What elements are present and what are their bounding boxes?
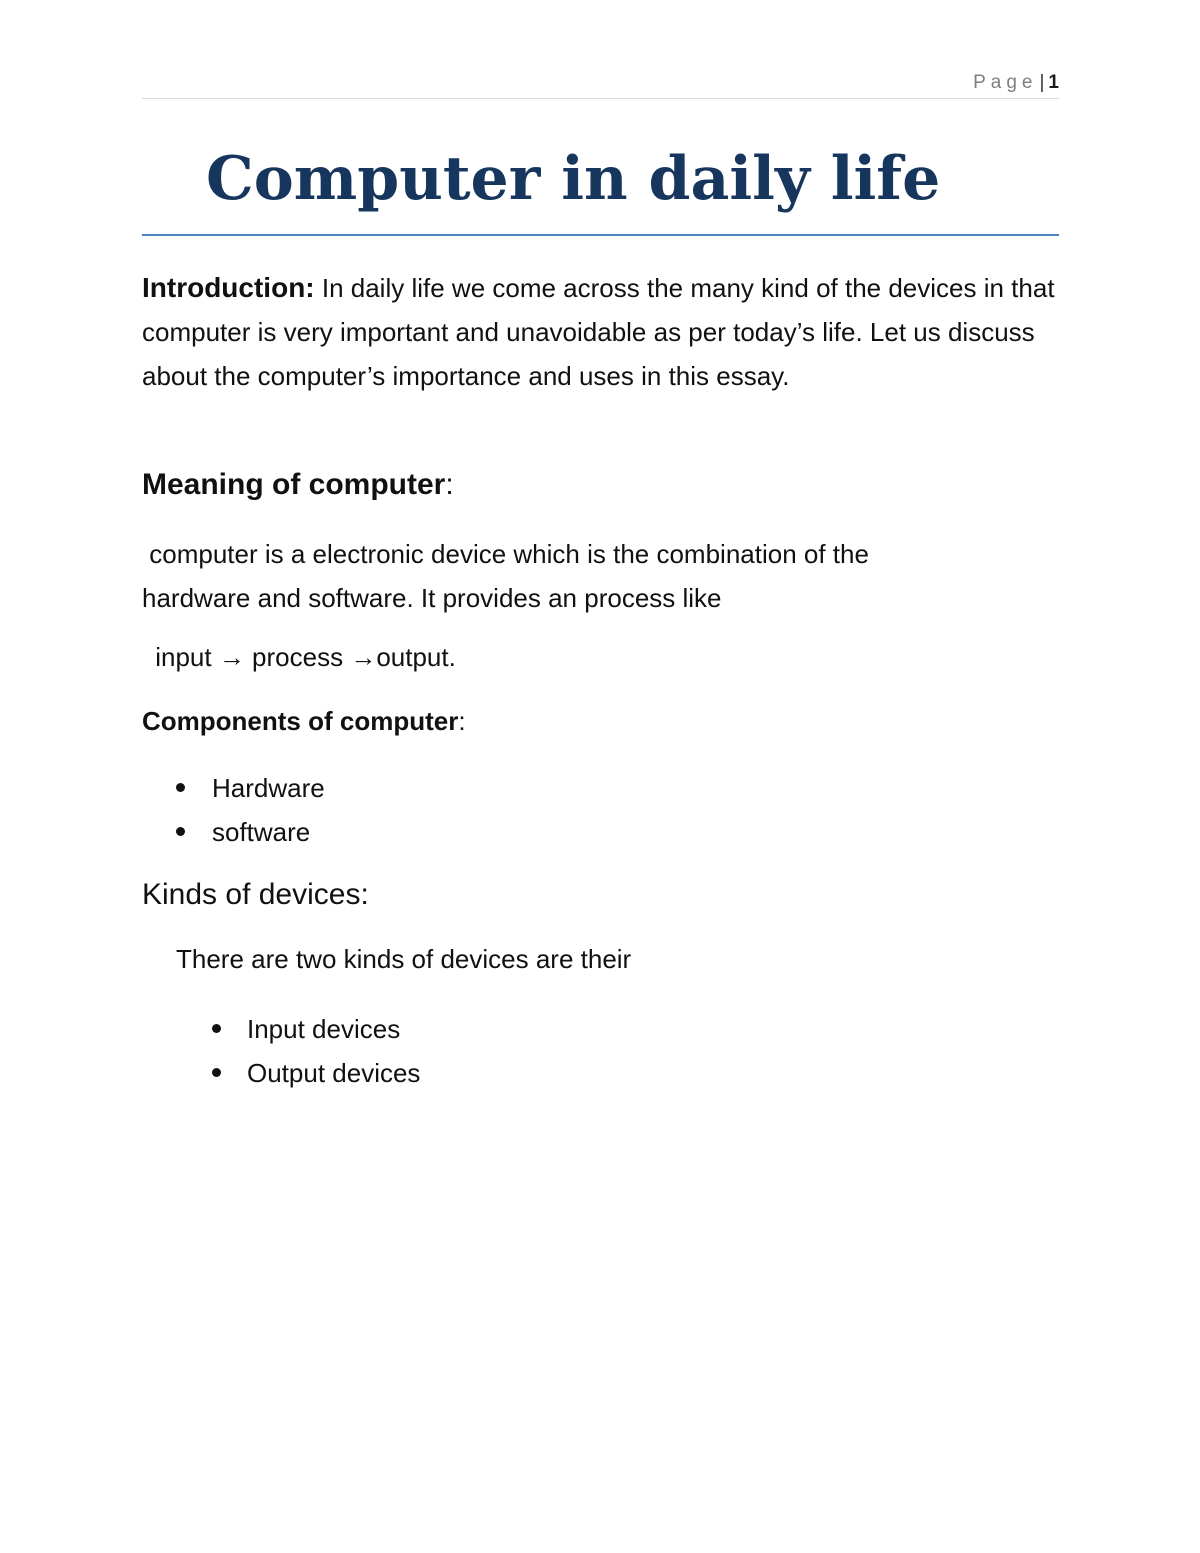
introduction-label: Introduction: bbox=[142, 272, 315, 303]
bullet-icon bbox=[176, 783, 185, 792]
components-heading-colon: : bbox=[458, 706, 466, 736]
page-header bbox=[142, 70, 1059, 99]
document-title: Computer in daily life bbox=[206, 144, 941, 214]
bullet-icon bbox=[212, 1068, 221, 1077]
bullet-icon bbox=[212, 1024, 221, 1033]
components-heading bbox=[142, 706, 466, 737]
meaning-paragraph: computer is a electronic device which is the combination of the hardware and software. It provides an process like bbox=[142, 539, 877, 613]
introduction-paragraph bbox=[142, 266, 1059, 398]
kinds-paragraph: There are two kinds of devices are their bbox=[176, 944, 632, 974]
kinds-heading: Kinds of devices: bbox=[142, 878, 369, 911]
meaning-heading bbox=[142, 468, 454, 502]
title-block bbox=[142, 144, 1059, 236]
header-separator: | bbox=[1039, 72, 1045, 93]
list-item-text: software bbox=[212, 817, 311, 847]
meaning-heading-colon: : bbox=[445, 468, 454, 501]
list-item-text: Output devices bbox=[247, 1058, 421, 1088]
page-number: 1 bbox=[1048, 72, 1059, 93]
page-word: Page bbox=[973, 72, 1038, 93]
components-heading-text: Components of computer bbox=[142, 706, 459, 736]
page-number-label bbox=[973, 72, 1059, 94]
list-item-text: Input devices bbox=[247, 1014, 401, 1044]
introduction-text: In daily life we come across the many kind of the devices in that computer is very important and unavoidable as per today’s life. Let us discuss about the computer’s importance and uses in this essay. bbox=[142, 273, 1055, 391]
process-flow: input → process →output. bbox=[148, 642, 456, 672]
list-item-text: Hardware bbox=[212, 773, 325, 803]
meaning-heading-text: Meaning of computer bbox=[142, 468, 446, 501]
bullet-icon bbox=[176, 827, 185, 836]
